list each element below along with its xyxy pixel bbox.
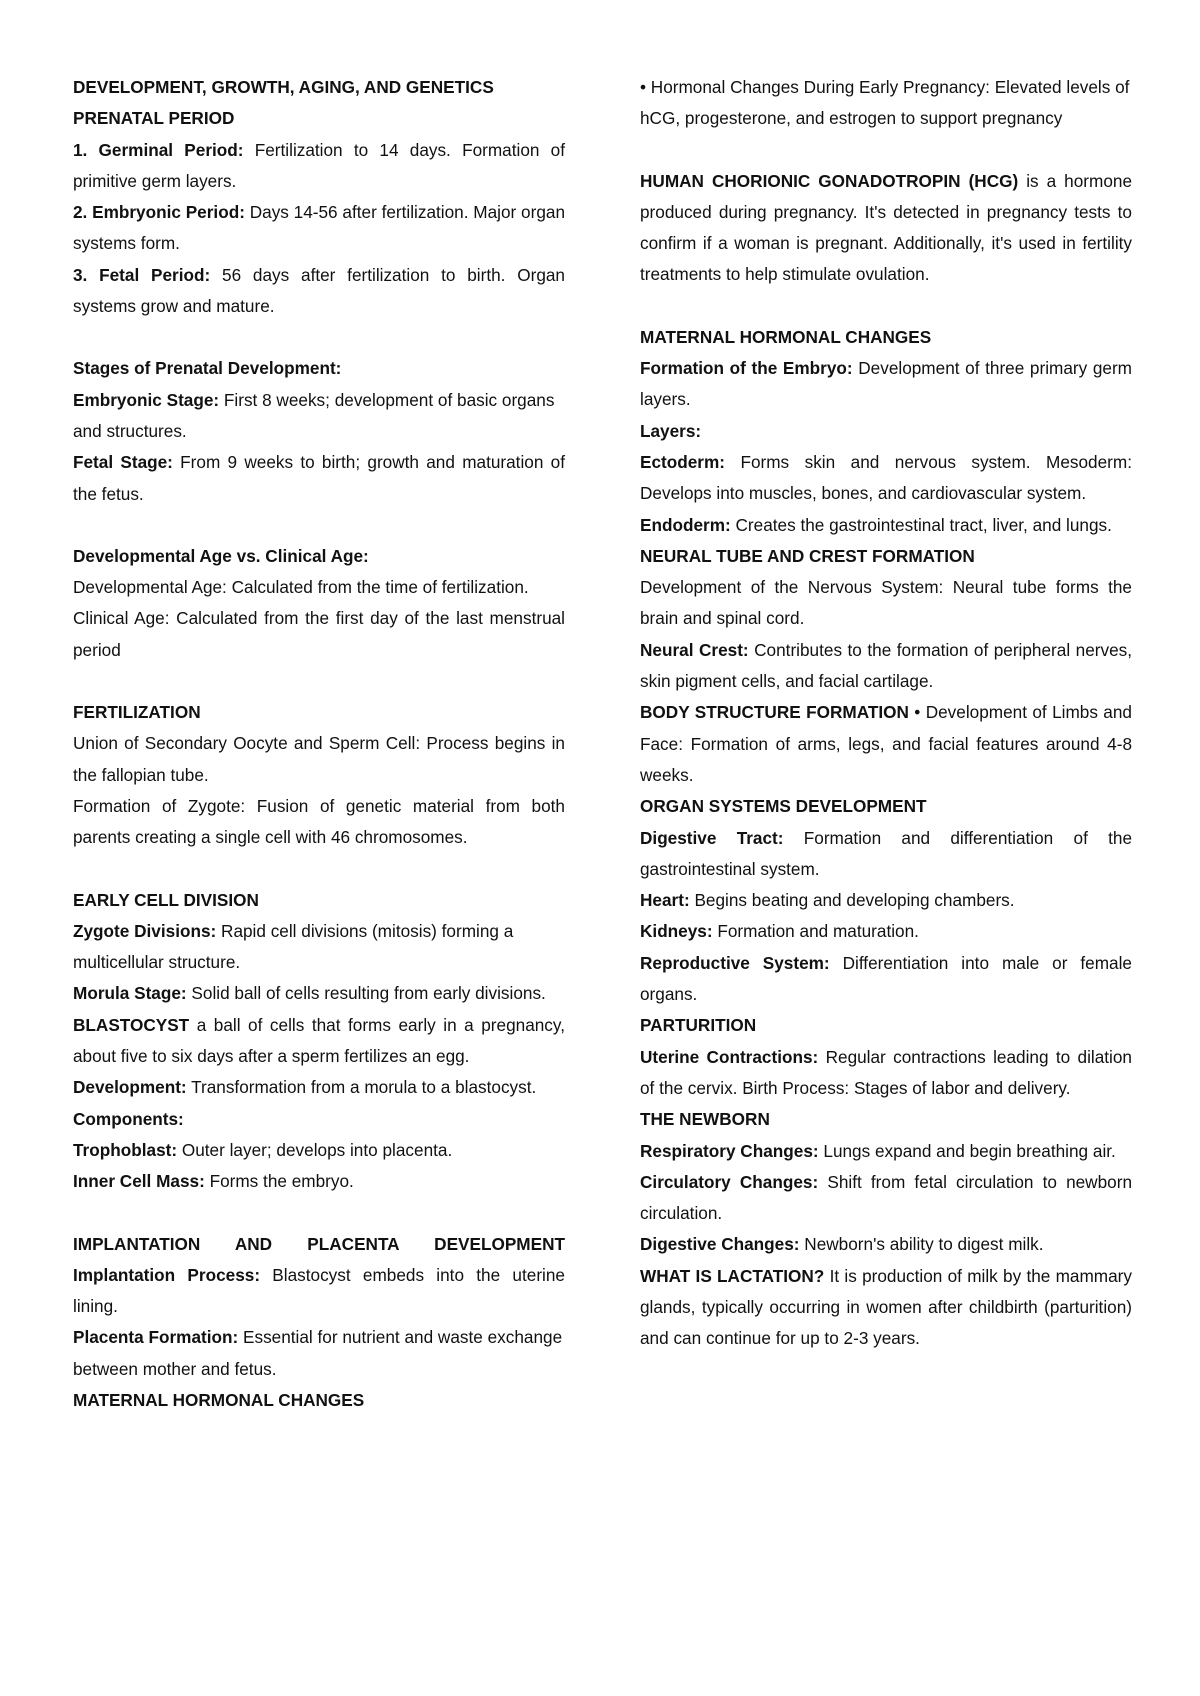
- body-structure-text: • Development of Limbs and Face: Formation of arms, legs, and facial features around 4-8 weeks.: [640, 702, 1132, 785]
- body-structure-formation: [640, 697, 1132, 791]
- body-structure-label: BODY STRUCTURE FORMATION: [640, 702, 909, 723]
- fert-zygote-text: Formation of Zygote: Fusion of genetic material from both parents creating a single cell with 46 chromosomes.: [73, 795, 565, 848]
- organ-systems-heading: ORGAN SYSTEMS DEVELOPMENT: [640, 796, 927, 817]
- devage-text: Developmental Age: Calculated from the time of fertilization.: [73, 577, 529, 598]
- nervous-system-development: Development of the Nervous System: Neural tube forms the brain and spinal cord.: [640, 577, 1132, 629]
- right-column: [640, 72, 1132, 1355]
- endoderm-label: Endoderm:: [640, 514, 731, 535]
- fetal-period: [73, 260, 565, 323]
- digestive-tract-label: Digestive Tract:: [640, 827, 784, 848]
- digestive-tract: [640, 823, 1132, 886]
- embryonic-label: 2. Embryonic Period:: [73, 202, 245, 223]
- fetal-label: 3. Fetal Period:: [73, 264, 211, 285]
- lactation-text: It is production of milk by the mammary glands, typically occurring in women after childbirth (parturition) and can continue for up to 2-3 years.: [640, 1265, 1133, 1349]
- reproductive-text: Differentiation into male or female organs.: [640, 952, 1132, 1005]
- hcg-paragraph: [640, 166, 1132, 291]
- embryonic-stage-text: First 8 weeks; development of basic organs and structures.: [73, 389, 555, 441]
- development: [73, 1072, 565, 1103]
- zygote-label: Zygote Divisions:: [73, 920, 217, 941]
- uterine-text: Regular contractions leading to dilation of the cervix. Birth Process: Stages of labor and delivery.: [640, 1046, 1132, 1098]
- blastocyst: [73, 1010, 565, 1073]
- implantation-heading: IMPLANTATION AND PLACENTA DEVELOPMENT: [73, 1233, 565, 1254]
- implantation-process: [73, 1260, 565, 1323]
- stages-heading: Stages of Prenatal Development:: [73, 358, 342, 379]
- icm-label: Inner Cell Mass:: [73, 1171, 205, 1192]
- clinage-text: Clinical Age: Calculated from the first day of the last menstrual period: [73, 608, 565, 660]
- parturition-heading: PARTURITION: [640, 1015, 757, 1036]
- lactation-label: WHAT IS LACTATION?: [640, 1265, 825, 1286]
- left-column: [73, 72, 565, 1416]
- digestive-changes-text: Newborn's ability to digest milk.: [799, 1234, 1044, 1255]
- embryo-label: Formation of the Embryo:: [640, 358, 853, 379]
- neural-crest: [640, 635, 1132, 698]
- blastocyst-label: BLASTOCYST: [73, 1014, 190, 1035]
- digestive-tract-text: Formation and differentiation of the gastrointestinal system.: [640, 827, 1133, 879]
- circulatory-text: Shift from fetal circulation to newborn circulation.: [640, 1171, 1132, 1224]
- heart: [640, 885, 1132, 916]
- uterine-contractions: [640, 1042, 1132, 1105]
- heart-label: Heart:: [640, 890, 690, 911]
- fetal-stage: [73, 447, 565, 510]
- ectoderm: [640, 447, 1132, 510]
- morula-label: Morula Stage:: [73, 983, 187, 1004]
- development-text: Transformation from a morula to a blastocyst.: [186, 1077, 537, 1098]
- germinal-label: 1. Germinal Period:: [73, 139, 244, 160]
- heart-text: Begins beating and developing chambers.: [689, 890, 1015, 911]
- uterine-label: Uterine Contractions:: [640, 1046, 819, 1067]
- digestive-changes-label: Digestive Changes:: [640, 1234, 800, 1255]
- prenatal-heading: PRENATAL PERIOD: [73, 108, 235, 129]
- embryonic-period: [73, 197, 565, 260]
- morula-stage: [73, 978, 565, 1009]
- embryonic-stage: [73, 385, 565, 448]
- development-label: Development:: [73, 1077, 187, 1098]
- respiratory-label: Respiratory Changes:: [640, 1140, 819, 1161]
- fetal-stage-label: Fetal Stage:: [73, 452, 173, 473]
- components-label: Components:: [73, 1108, 184, 1129]
- morula-text: Solid ball of cells resulting from early divisions.: [186, 983, 546, 1004]
- inner-cell-mass: [73, 1166, 565, 1197]
- respiratory-text: Lungs expand and begin breathing air.: [818, 1140, 1116, 1161]
- fetal-stage-text: From 9 weeks to birth; growth and maturation of the fetus.: [73, 452, 565, 504]
- kidneys-label: Kidneys:: [640, 921, 713, 942]
- circulatory-label: Circulatory Changes:: [640, 1171, 819, 1192]
- early-cell-division-heading: EARLY CELL DIVISION: [73, 889, 259, 910]
- trophoblast-text: Outer layer; develops into placenta.: [177, 1139, 453, 1160]
- embryo-text: Development of three primary germ layers.: [640, 358, 1132, 410]
- neural-heading: NEURAL TUBE AND CREST FORMATION: [640, 545, 975, 566]
- circulatory-changes: [640, 1167, 1132, 1230]
- devage-heading: Developmental Age vs. Clinical Age:: [73, 545, 369, 566]
- ectoderm-label: Ectoderm:: [640, 451, 725, 472]
- embryonic-stage-label: Embryonic Stage:: [73, 389, 220, 410]
- newborn-heading: THE NEWBORN: [640, 1109, 770, 1130]
- endoderm-text: Creates the gastrointestinal tract, liver, and lungs.: [730, 514, 1112, 535]
- embryonic-text: Days 14-56 after fertilization. Major organ systems form.: [73, 202, 565, 254]
- hormonal-changes-bullet: • Hormonal Changes During Early Pregnancy: Elevated levels of hCG, progesterone, and estrogen to support pregnancy: [640, 77, 1130, 129]
- fetal-text: 56 days after fertilization to birth. Organ systems grow and mature.: [73, 264, 565, 317]
- germinal-period: [73, 135, 565, 198]
- placenta-text: Essential for nutrient and waste exchange between mother and fetus.: [73, 1327, 563, 1379]
- kidneys-text: Formation and maturation.: [712, 921, 919, 942]
- kidneys: [640, 916, 1132, 947]
- implantation-text: Blastocyst embeds into the uterine lining.: [73, 1264, 565, 1317]
- respiratory-changes: [640, 1136, 1132, 1167]
- blastocyst-text: a ball of cells that forms early in a pregnancy, about five to six days after a sperm fertilizes an egg.: [73, 1014, 565, 1067]
- formation-of-embryo: [640, 353, 1132, 416]
- maternal-heading-right: MATERNAL HORMONAL CHANGES: [640, 326, 932, 347]
- fertilization-heading: FERTILIZATION: [73, 702, 201, 723]
- reproductive-label: Reproductive System:: [640, 952, 830, 973]
- layers-label: Layers:: [640, 420, 702, 441]
- trophoblast-label: Trophoblast:: [73, 1139, 178, 1160]
- hcg-label: HUMAN CHORIONIC GONADOTROPIN (HCG): [640, 170, 1019, 191]
- document-title: DEVELOPMENT, GROWTH, AGING, AND GENETICS: [73, 77, 494, 97]
- icm-text: Forms the embryo.: [204, 1171, 354, 1192]
- lactation: [640, 1261, 1132, 1355]
- maternal-heading-left: MATERNAL HORMONAL CHANGES: [73, 1389, 365, 1410]
- digestive-changes: [640, 1229, 1132, 1260]
- reproductive-system: [640, 948, 1132, 1011]
- fert-union-text: Union of Secondary Oocyte and Sperm Cell: Process begins in the fallopian tube.: [73, 733, 565, 785]
- placenta-formation: [73, 1322, 565, 1385]
- zygote-text: Rapid cell divisions (mitosis) forming a multicellular structure.: [73, 920, 514, 973]
- ectoderm-text: Forms skin and nervous system. Mesoderm: Develops into muscles, bones, and cardiovascular system.: [640, 451, 1132, 504]
- implantation-label: Implantation Process:: [73, 1264, 261, 1285]
- trophoblast: [73, 1135, 565, 1166]
- endoderm: [640, 510, 1132, 541]
- germinal-text: Fertilization to 14 days. Formation of primitive germ layers.: [73, 139, 565, 191]
- neural-crest-label: Neural Crest:: [640, 639, 749, 660]
- placenta-label: Placenta Formation:: [73, 1327, 239, 1348]
- hcg-text: is a hormone produced during pregnancy. It's detected in pregnancy tests to confirm if a woman is pregnant. Additionally, it's used in fertility treatments to help stimulate ovulation.: [640, 170, 1132, 285]
- zygote-divisions: [73, 916, 565, 979]
- neural-crest-text: Contributes to the formation of peripheral nerves, skin pigment cells, and facial cartilage.: [640, 639, 1133, 692]
